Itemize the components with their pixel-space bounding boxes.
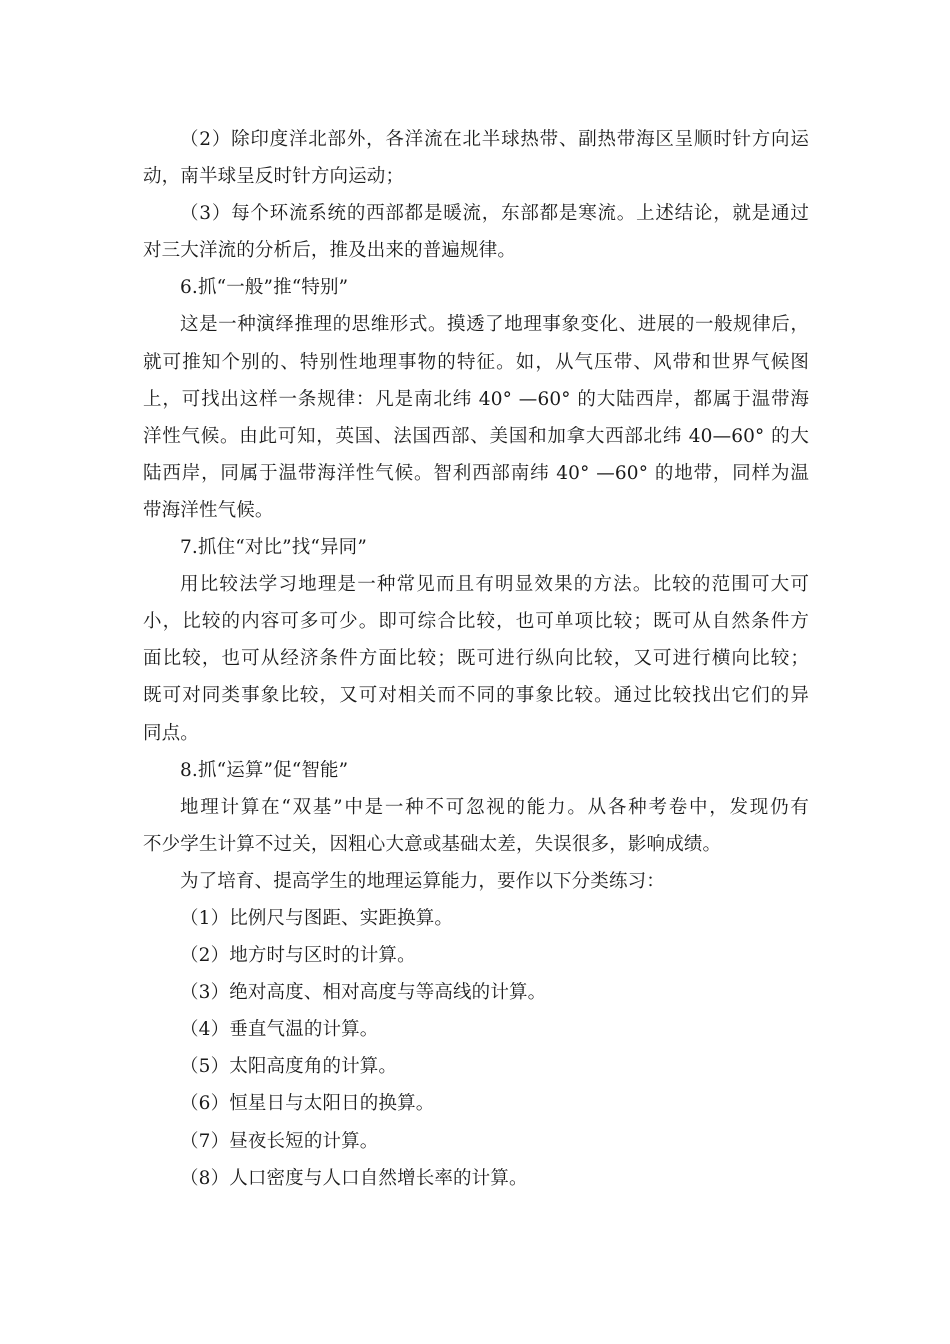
text-line: 不少学生计算不过关，因粗心大意或基础太差，失误很多，影响成绩。 (143, 833, 722, 855)
document-body (143, 121, 809, 1197)
text-line: 小，比较的内容可多可少。即可综合比较，也可单项比较；既可从自然条件方 (143, 611, 809, 633)
text-line: 8.抓“运算”促“智能” (180, 759, 349, 781)
text-line: 6.抓“一般”推“特别” (180, 277, 349, 299)
text-line: 面比较，也可从经济条件方面比较；既可进行纵向比较，又可进行横向比较； (143, 648, 809, 670)
text-line: 地理计算在“双基”中是一种不可忽视的能力。从各种考卷中，发现仍有 (180, 796, 809, 818)
text-line: （2）地方时与区时的计算。 (180, 945, 416, 967)
text-line: 同点。 (143, 722, 199, 744)
text-line: 7.抓住“对比”找“异同” (180, 537, 367, 559)
text-line: （8）人口密度与人口自然增长率的计算。 (180, 1167, 528, 1189)
text-line: 对三大洋流的分析后，推及出来的普遍规律。 (143, 240, 517, 262)
text-line: 上，可找出这样一条规律：凡是南北纬 40° —60° 的大陆西岸，都属于温带海 (143, 388, 809, 410)
text-line: 洋性气候。由此可知，英国、法国西部、美国和加拿大西部北纬 40—60° 的大 (143, 425, 809, 447)
text-line: （2）除印度洋北部外，各洋流在北半球热带、副热带海区呈顺时针方向运 (180, 129, 809, 150)
text-line: （5）太阳高度角的计算。 (180, 1056, 398, 1078)
text-line: 陆西岸，同属于温带海洋性气候。智利西部南纬 40° —60° 的地带，同样为温 (143, 462, 809, 484)
text-line: （3）每个环流系统的西部都是暖流，东部都是寒流。上述结论，就是通过 (180, 203, 809, 225)
text-line: 用比较法学习地理是一种常见而且有明显效果的方法。比较的范围可大可 (180, 574, 809, 596)
text-line: 既可对同类事象比较，又可对相关而不同的事象比较。通过比较找出它们的异 (143, 685, 809, 707)
text-line: 为了培育、提高学生的地理运算能力，要作以下分类练习： (180, 870, 665, 892)
text-line: 这是一种演绎推理的思维形式。摸透了地理事象变化、进展的一般规律后， (180, 314, 809, 336)
text-line: 动，南半球呈反时针方向运动； (143, 166, 405, 188)
text-line: （6）恒星日与太阳日的换算。 (180, 1093, 435, 1115)
text-line: （7）昼夜长短的计算。 (180, 1130, 379, 1152)
text-line: 就可推知个别的、特别性地理事物的特征。如，从气压带、风带和世界气候图 (143, 351, 809, 373)
text-line: （3）绝对高度、相对高度与等高线的计算。 (180, 982, 547, 1004)
text-line: （1）比例尺与图距、实距换算。 (180, 907, 454, 929)
text-line: （4）垂直气温的计算。 (180, 1019, 379, 1041)
text-line: 带海洋性气候。 (143, 499, 274, 521)
